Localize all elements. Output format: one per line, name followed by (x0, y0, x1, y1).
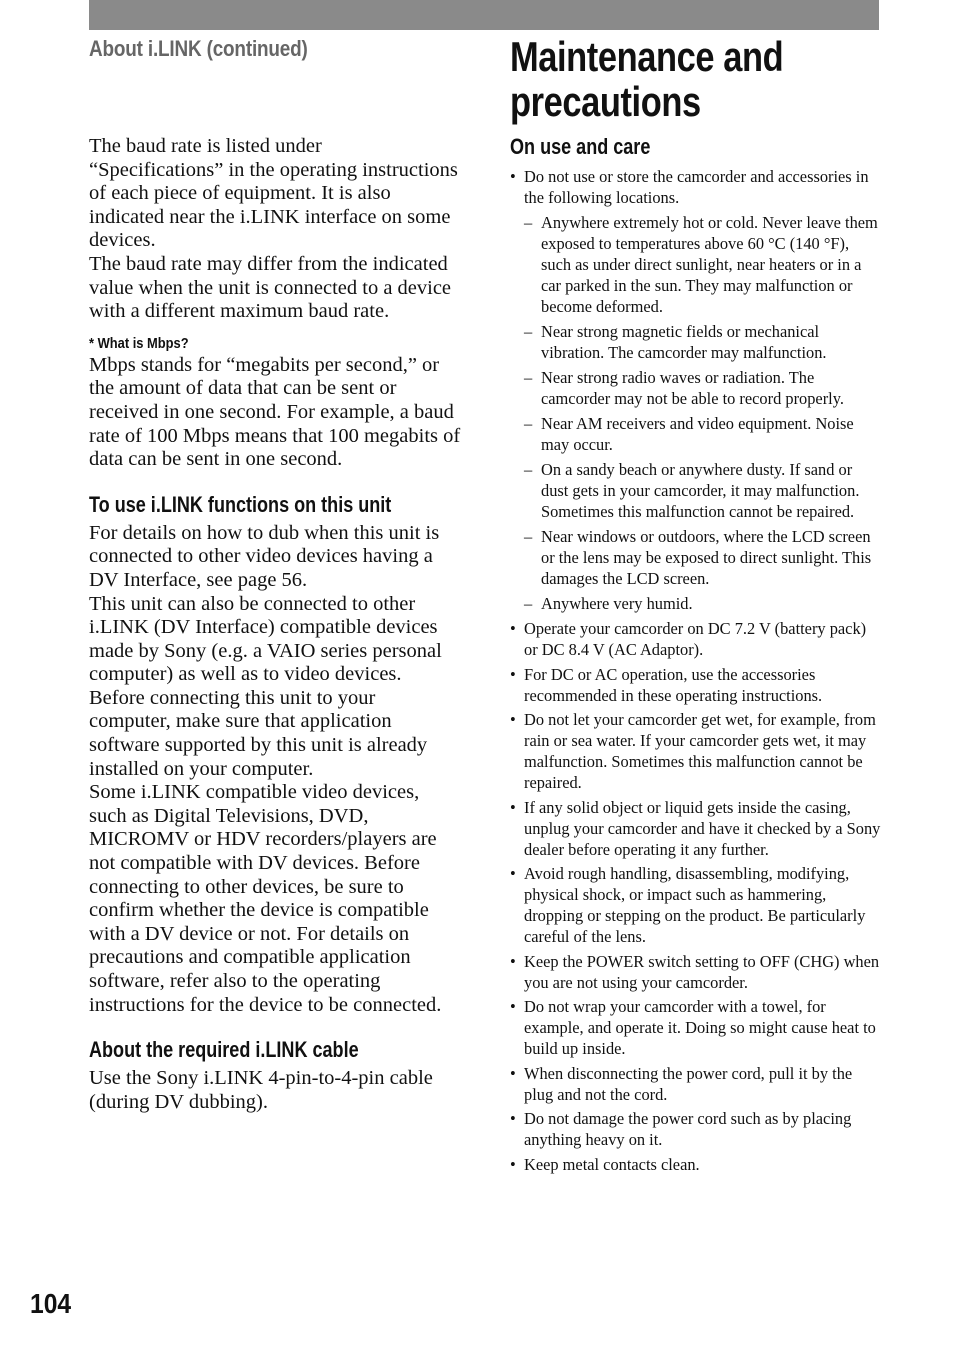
note-text: Mbps stands for “megabits per second,” or the amount of data that can be sent or received in one second. For example, a baud rate of 100 Mbps means that 100 megabits of data can be sent in one second. (89, 353, 461, 471)
list-item: • Operate your camcorder on DC 7.2 V (battery pack) or DC 8.4 V (AC Adaptor). (510, 618, 882, 660)
list-item: • When disconnecting the power cord, pull it by the plug and not the cord. (510, 1063, 882, 1105)
note-heading: * What is Mbps? (89, 334, 189, 352)
page-number: 104 (30, 1288, 72, 1319)
use-paragraph: This unit can also be connected to other i.LINK (DV Interface) compatible devices made by Sony (e.g. a VAIO series personal computer) as well as to video devices. (89, 592, 442, 686)
use-paragraph: For details on how to dub when this unit is connected to other video devices having a DV Interface, see page 56. (89, 521, 440, 591)
list-item: • Keep metal contacts clean. (510, 1154, 882, 1175)
right-column (510, 34, 882, 1178)
use-paragraph: Before connecting this unit to your computer, make sure that application software supported by this unit is already installed on your computer. (89, 686, 428, 780)
list-item: • Do not damage the power cord such as by placing anything heavy on it. (510, 1108, 882, 1150)
cable-heading: About the required i.LINK cable (89, 1037, 359, 1063)
cable-text: Use the Sony i.LINK 4-pin-to-4-pin cable (during DV dubbing). (89, 1067, 433, 1113)
location-item: – Anywhere very humid. (524, 593, 882, 614)
title-line: precautions (510, 78, 701, 125)
use-paragraph: Some i.LINK compatible video devices, such as Digital Televisions, DVD, MICROMV or HDV recorders/players are not compatible with DV devices. Before connecting to other devices, be sure to confirm whether the device is compatible with a DV device or not. For details on precautions and compatible application software, refer also to the operating instructions for the device to be connected. (89, 781, 442, 1016)
use-ilink-heading: To use i.LINK functions on this unit (89, 491, 392, 517)
location-item: – Anywhere extremely hot or cold. Never leave them exposed to temperatures above 60 °C (140 °F), such as under direct sunlight, near heaters or in a car parked in the sun. They may malfunction or become deformed. (524, 212, 882, 317)
location-item: – Near strong magnetic fields or mechanical vibration. The camcorder may malfunction. (524, 321, 882, 363)
use-and-care-heading: On use and care (510, 134, 651, 159)
list-item: • For DC or AC operation, use the accessories recommended in these operating instructions. (510, 664, 882, 706)
location-item: – Near AM receivers and video equipment. Noise may occur. (524, 413, 882, 455)
precautions-list (510, 166, 882, 1175)
list-item: • Avoid rough handling, disassembling, modifying, physical shock, or impact such as hammering, dropping or stepping on the product. Be particularly careful of the lens. (510, 863, 882, 947)
header-bar (89, 0, 879, 30)
left-column (89, 135, 461, 1114)
section-continued-title: About i.LINK (continued) (89, 36, 308, 61)
list-item (510, 166, 882, 614)
list-item: • Do not let your camcorder get wet, for example, from rain or sea water. If your camcorder gets wet, it may malfunction. Sometimes this malfunction cannot be repaired. (510, 709, 882, 793)
title-line: Maintenance and (510, 33, 784, 80)
bullet-text: Do not use or store the camcorder and accessories in the following locations. (524, 167, 869, 207)
location-item: – Near windows or outdoors, where the LCD screen or the lens may be exposed to direct sunlight. This damages the LCD screen. (524, 526, 882, 589)
list-item: • Do not wrap your camcorder with a towel, for example, and operate it. Doing so might cause heat to build up inside. (510, 996, 882, 1059)
intro-paragraph: The baud rate may differ from the indicated value when the unit is connected to a device with a different maximum baud rate. (89, 252, 452, 323)
location-item: – On a sandy beach or anywhere dusty. If sand or dust gets in your camcorder, it may malfunction. Sometimes this malfunction cannot be repaired. (524, 459, 882, 522)
page-title (510, 34, 815, 124)
locations-list (524, 212, 882, 614)
list-item: • If any solid object or liquid gets inside the casing, unplug your camcorder and have it checked by a Sony dealer before operating it any further. (510, 797, 882, 860)
location-item: – Near strong radio waves or radiation. The camcorder may not be able to record properly. (524, 367, 882, 409)
list-item: • Keep the POWER switch setting to OFF (CHG) when you are not using your camcorder. (510, 951, 882, 993)
intro-paragraph: The baud rate is listed under “Specifications” in the operating instructions of each piece of equipment. It is also indicated near the i.LINK interface on some devices. (89, 135, 458, 252)
